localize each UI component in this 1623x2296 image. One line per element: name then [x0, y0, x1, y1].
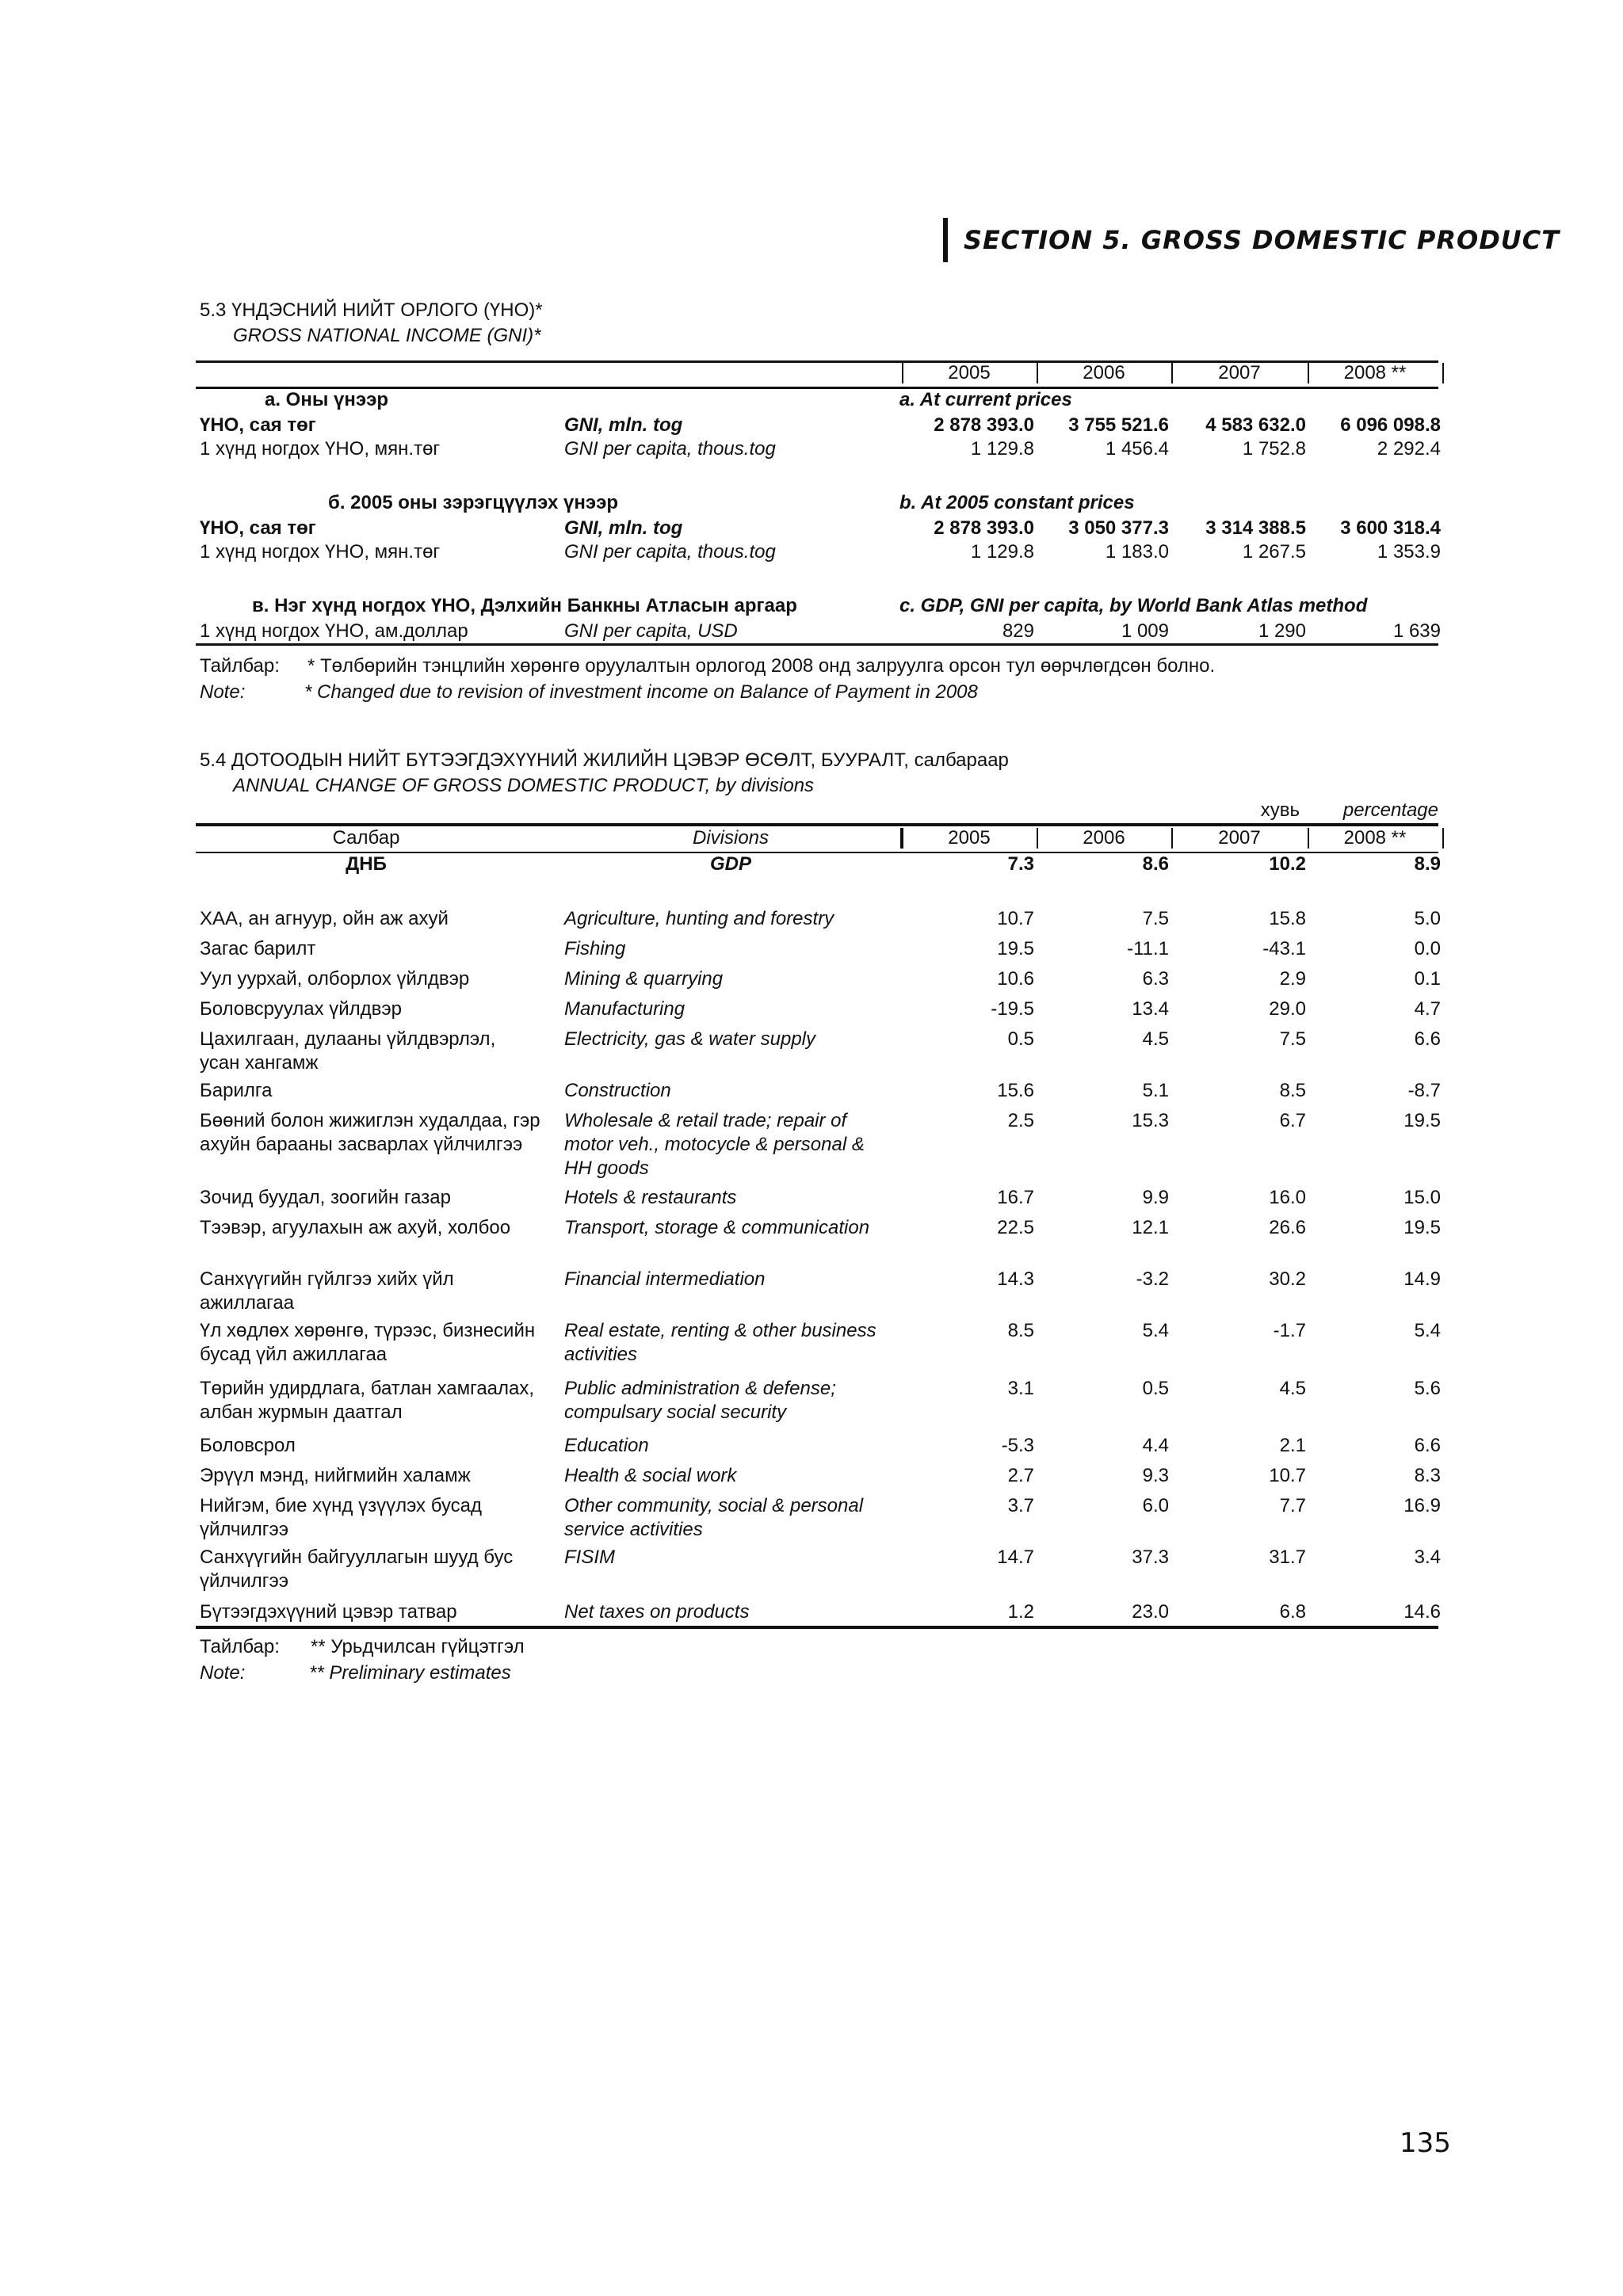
table54-row-label-en: Other community, social & personal service activities	[564, 1495, 864, 1540]
table53-row-value-0: 2 878 393.0	[934, 517, 1034, 539]
table53-row-label-mn: ҮНО, сая төг	[200, 517, 316, 539]
table54-row-label-en: Financial intermediation	[564, 1268, 766, 1290]
table53-year-divider-3	[1308, 363, 1309, 383]
table54-row-value-0: 2.7	[1007, 1465, 1034, 1486]
table54-row-label-mn: Тээвэр, агуулахын аж ахуй, холбоо	[200, 1217, 511, 1238]
table53-section_a-label-mn: а. Оны үнээр	[265, 389, 389, 410]
table53-row-value-3: 6 096 098.8	[1340, 414, 1441, 436]
table54-row-value-0: 0.5	[1007, 1028, 1034, 1050]
table54-row-value-0: 2.5	[1007, 1110, 1034, 1131]
table53-row-label-en: GNI per capita, thous.tog	[564, 541, 776, 563]
table54-row-value-0: 10.7	[997, 908, 1034, 929]
table54-row-value-3: 0.0	[1414, 938, 1441, 959]
table54-row-label-mn: Бүтээгдэхүүний цэвэр татвар	[200, 1601, 457, 1623]
table54-row-value-3: 5.0	[1414, 908, 1441, 929]
table54-row-value-1: 6.3	[1142, 968, 1169, 990]
table54-row-value-3: 15.0	[1403, 1187, 1441, 1208]
table54-year-divider-3	[1308, 828, 1309, 849]
table54-year-2: 2007	[1218, 827, 1261, 849]
table53-note-label-mn: Тайлбар:	[200, 655, 280, 677]
table53-row-label-mn: 1 хүнд ногдох ҮНО, мян.төг	[200, 541, 441, 563]
table54-row-value-0: -5.3	[1001, 1435, 1034, 1456]
table54-row-label-mn: Эрүүл мэнд, нийгмийн халамж	[200, 1465, 471, 1486]
table54-note-en: ** Preliminary estimates	[309, 1662, 511, 1684]
table53-row-value-1: 1 009	[1121, 620, 1169, 642]
table54-row-value-3: 5.4	[1414, 1320, 1441, 1341]
table53-row-value-2: 4 583 632.0	[1205, 414, 1306, 436]
table54-unit-en: percentage	[1342, 799, 1438, 821]
table54-gdp-value-1: 8.6	[1142, 853, 1169, 875]
table54-row-label-mn: Санхүүгийн байгууллагын шууд бус үйлчилгээ	[200, 1547, 514, 1592]
table53-row-value-2: 3 314 388.5	[1205, 517, 1306, 539]
table53-year-3: 2008 **	[1343, 362, 1407, 383]
table54-row-value-2: 10.7	[1269, 1465, 1306, 1486]
table54-row-value-3: -8.7	[1407, 1080, 1441, 1101]
table54-row-value-3: 6.6	[1414, 1435, 1441, 1456]
table54-row-value-2: 31.7	[1269, 1547, 1306, 1568]
table53-year-2: 2007	[1218, 362, 1261, 383]
table54-year-3: 2008 **	[1343, 827, 1407, 849]
table54-row-value-2: 2.1	[1279, 1435, 1306, 1456]
section-title: SECTION 5. GROSS DOMESTIC PRODUCT	[964, 225, 1560, 255]
table54-row-label-mn: Загас барилт	[200, 938, 316, 959]
table54-year-divider-end	[1442, 828, 1444, 849]
table54-row-value-1: 5.4	[1142, 1320, 1169, 1341]
table54-row-value-0: 3.1	[1007, 1378, 1034, 1399]
table54-title-mn: 5.4 ДОТООДЫН НИЙТ БҮТЭЭГДЭХҮҮНИЙ ЖИЛИЙН ЦЭВЭР ӨСӨЛТ, БУУРАЛТ, салбараар	[200, 749, 1009, 771]
table53-row-value-3: 1 353.9	[1377, 541, 1441, 563]
table54-row-value-1: 7.5	[1142, 908, 1169, 929]
table53-section_a-label-en: a. At current prices	[899, 389, 1072, 410]
table54-row-value-1: -3.2	[1136, 1268, 1169, 1290]
table54-row-value-0: 14.3	[997, 1268, 1034, 1290]
table53-section_c-label-mn: в. Нэг хүнд ногдох ҮНО, Дэлхийн Банкны Атласын аргаар	[252, 595, 797, 616]
table54-row-label-en: Fishing	[564, 938, 626, 959]
table54-row-value-2: 6.7	[1279, 1110, 1306, 1131]
table54-year-divider-1	[1037, 828, 1038, 849]
table53-row-value-0: 1 129.8	[970, 438, 1034, 460]
table54-row-label-en: Manufacturing	[564, 998, 685, 1020]
table54-col-header-mn: Салбар	[332, 827, 400, 849]
table54-row-label-mn: Уул уурхай, олборлох үйлдвэр	[200, 968, 470, 990]
table54-row-value-2: 16.0	[1269, 1187, 1306, 1208]
table54-row-value-0: 1.2	[1007, 1601, 1034, 1623]
table53-top-rule-left	[196, 360, 894, 363]
table53-year-1: 2006	[1083, 362, 1125, 383]
table53-row-label-mn: ҮНО, сая төг	[200, 414, 316, 436]
table54-row-value-0: 16.7	[997, 1187, 1034, 1208]
table53-row-value-1: 3 050 377.3	[1068, 517, 1169, 539]
table53-title-en: GROSS NATIONAL INCOME (GNI)*	[233, 325, 541, 346]
table54-title-en: ANNUAL CHANGE OF GROSS DOMESTIC PRODUCT, by divisions	[233, 775, 815, 796]
table54-gdp-value-3: 8.9	[1414, 853, 1441, 875]
table54-row-value-2: 15.8	[1269, 908, 1306, 929]
table54-row-label-mn: Нийгэм, бие хүнд үзүүлэх бусад үйлчилгээ	[200, 1495, 483, 1540]
table53-note-mn: * Төлбөрийн тэнцлийн хөрөнгө оруулалтын орлогод 2008 онд залруулга орсон тул өөрчлөгдсөн болно.	[307, 655, 1216, 677]
table54-row-value-1: 9.9	[1142, 1187, 1169, 1208]
table53-row-value-2: 1 290	[1258, 620, 1306, 642]
table54-row-value-1: 13.4	[1132, 998, 1169, 1020]
table54-row-value-2: 2.9	[1279, 968, 1306, 990]
table54-row-value-3: 14.9	[1403, 1268, 1441, 1290]
table53-row-value-0: 829	[1002, 620, 1034, 642]
table54-col-header-en: Divisions	[692, 827, 769, 849]
table53-row-label-mn: 1 хүнд ногдох ҮНО, мян.төг	[200, 438, 441, 460]
table54-row-label-mn: Бөөний болон жижиглэн худалдаа, гэр ахуйн барааны засварлах үйлчилгээ	[200, 1110, 540, 1155]
table53-year-divider-2	[1171, 363, 1173, 383]
table53-note-en: * Changed due to revision of investment income on Balance of Payment in 2008	[304, 681, 978, 703]
table54-row-value-1: 12.1	[1132, 1217, 1169, 1238]
table53-row-value-3: 3 600 318.4	[1340, 517, 1441, 539]
table54-row-label-en: Health & social work	[564, 1465, 737, 1486]
table54-row-label-mn: Боловсрол	[200, 1435, 296, 1456]
table54-bottom-rule	[196, 1626, 1438, 1629]
table54-row-label-mn: ХАА, ан агнуур, ойн аж ахуй	[200, 908, 449, 929]
table54-row-value-2: 29.0	[1269, 998, 1306, 1020]
table54-row-value-2: 7.5	[1279, 1028, 1306, 1050]
table53-row-value-0: 2 878 393.0	[934, 414, 1034, 436]
table53-bottom-rule	[196, 643, 1438, 646]
table54-row-value-3: 19.5	[1403, 1110, 1441, 1131]
table54-row-value-0: 19.5	[997, 938, 1034, 959]
table53-section_b-label-en: b. At 2005 constant prices	[899, 492, 1135, 513]
table54-row-value-3: 14.6	[1403, 1601, 1441, 1623]
table54-row-value-1: -11.1	[1127, 938, 1169, 959]
table53-row-label-mn: 1 хүнд ногдох ҮНО, ам.доллар	[200, 620, 468, 642]
table54-gdp-value-0: 7.3	[1007, 853, 1034, 875]
table54-row-label-mn: Боловсруулах үйлдвэр	[200, 998, 402, 1020]
table54-row-label-en: Education	[564, 1435, 649, 1456]
table54-row-label-en: Agriculture, hunting and forestry	[564, 908, 834, 929]
table54-row-value-0: 10.6	[997, 968, 1034, 990]
table53-row-value-3: 2 292.4	[1377, 438, 1441, 460]
table54-note-label-mn: Тайлбар:	[200, 1636, 280, 1657]
table54-note-label-en: Note:	[200, 1662, 246, 1684]
table54-gdp-label-en: GDP	[709, 853, 751, 875]
table54-gdp-value-2: 10.2	[1269, 853, 1306, 875]
table54-row-value-1: 4.5	[1142, 1028, 1169, 1050]
page-number: 135	[1400, 2127, 1451, 2159]
table54-row-value-0: 8.5	[1007, 1320, 1034, 1341]
table54-row-value-3: 3.4	[1414, 1547, 1441, 1568]
table54-row-value-3: 0.1	[1414, 968, 1441, 990]
table54-year-divider-0	[902, 828, 903, 849]
table53-year-divider-1	[1037, 363, 1038, 383]
table54-row-label-en: Wholesale & retail trade; repair of motor veh., motocycle & personal & HH goods	[564, 1110, 865, 1179]
table54-row-label-en: FISIM	[564, 1547, 615, 1568]
table54-row-value-1: 4.4	[1142, 1435, 1169, 1456]
table54-row-value-2: 26.6	[1269, 1217, 1306, 1238]
table53-row-value-1: 1 456.4	[1105, 438, 1169, 460]
table54-row-label-en: Electricity, gas & water supply	[564, 1028, 816, 1050]
table54-row-value-3: 19.5	[1403, 1217, 1441, 1238]
table54-row-value-2: 4.5	[1279, 1378, 1306, 1399]
table54-row-value-3: 5.6	[1414, 1378, 1441, 1399]
table54-row-label-mn: Санхүүгийн гүйлгээ хийх үйл ажиллагаа	[200, 1268, 454, 1314]
table53-row-label-en: GNI, mln. tog	[564, 414, 683, 436]
table53-row-value-2: 1 752.8	[1242, 438, 1306, 460]
table54-row-value-1: 5.1	[1142, 1080, 1169, 1101]
table54-row-label-mn: Зочид буудал, зоогийн газар	[200, 1187, 451, 1208]
table54-row-label-mn: Барилга	[200, 1080, 273, 1101]
table54-row-value-2: 6.8	[1279, 1601, 1306, 1623]
section-header	[943, 218, 1560, 262]
table54-row-value-2: -43.1	[1262, 938, 1306, 959]
table53-row-label-en: GNI, mln. tog	[564, 517, 683, 539]
table54-row-value-3: 4.7	[1414, 998, 1441, 1020]
table54-row-value-0: 3.7	[1007, 1495, 1034, 1516]
table54-row-value-1: 15.3	[1132, 1110, 1169, 1131]
table54-year-0: 2005	[948, 827, 991, 849]
table53-row-value-1: 1 183.0	[1105, 541, 1169, 563]
table53-section_b-label-mn: б. 2005 оны зэрэгцүүлэх үнээр	[328, 492, 618, 513]
table54-row-value-3: 8.3	[1414, 1465, 1441, 1486]
table54-gdp-label-mn: ДНБ	[346, 853, 387, 875]
table54-row-value-2: -1.7	[1273, 1320, 1306, 1341]
table54-row-label-en: Real estate, renting & other business activities	[564, 1320, 876, 1365]
table53-section_c-label-en: c. GDP, GNI per capita, by World Bank Atlas method	[899, 595, 1368, 616]
table54-row-value-2: 30.2	[1269, 1268, 1306, 1290]
table54-row-label-en: Mining & quarrying	[564, 968, 724, 990]
table53-title-mn: 5.3 ҮНДЭСНИЙ НИЙТ ОРЛОГО (ҮНО)*	[200, 299, 543, 321]
table54-unit-mn: хувь	[1260, 799, 1300, 821]
table54-year-1: 2006	[1083, 827, 1125, 849]
table54-row-value-0: -19.5	[991, 998, 1034, 1020]
table54-row-label-mn: Төрийн удирдлага, батлан хамгаалах, албан журмын даатгал	[200, 1378, 535, 1423]
table54-row-value-3: 16.9	[1403, 1495, 1441, 1516]
table54-row-value-2: 7.7	[1279, 1495, 1306, 1516]
table54-row-value-1: 9.3	[1142, 1465, 1169, 1486]
table54-note-mn: ** Урьдчилсан гүйцэтгэл	[311, 1636, 525, 1657]
table53-row-value-1: 3 755 521.6	[1068, 414, 1169, 436]
table54-row-label-en: Net taxes on products	[564, 1601, 750, 1623]
table53-note-label-en: Note:	[200, 681, 246, 703]
table53-year-divider-0	[902, 363, 903, 383]
table54-row-value-1: 0.5	[1142, 1378, 1169, 1399]
table53-row-value-2: 1 267.5	[1242, 541, 1306, 563]
table54-row-value-1: 6.0	[1142, 1495, 1169, 1516]
table54-row-label-en: Public administration & defense; compulsary social security	[564, 1378, 836, 1423]
table54-row-value-0: 22.5	[997, 1217, 1034, 1238]
table54-row-value-0: 14.7	[997, 1547, 1034, 1568]
table54-row-label-en: Transport, storage & communication	[564, 1217, 870, 1238]
table53-row-value-3: 1 639	[1392, 620, 1441, 642]
table54-row-value-1: 23.0	[1132, 1601, 1169, 1623]
table53-row-value-0: 1 129.8	[970, 541, 1034, 563]
table54-row-label-en: Hotels & restaurants	[564, 1187, 737, 1208]
table54-year-divider-2	[1171, 828, 1173, 849]
table53-row-label-en: GNI per capita, thous.tog	[564, 438, 776, 460]
table54-row-value-2: 8.5	[1279, 1080, 1306, 1101]
table54-row-value-3: 6.6	[1414, 1028, 1441, 1050]
table53-row-label-en: GNI per capita, USD	[564, 620, 738, 642]
table54-row-label-mn: Цахилгаан, дулааны үйлдвэрлэл, усан хангамж	[200, 1028, 496, 1074]
table54-row-value-1: 37.3	[1132, 1547, 1169, 1568]
table53-year-0: 2005	[948, 362, 991, 383]
table53-year-divider-end	[1442, 363, 1444, 383]
table54-row-value-0: 15.6	[997, 1080, 1034, 1101]
table54-row-label-en: Construction	[564, 1080, 671, 1101]
table54-row-label-mn: Үл хөдлөх хөрөнгө, түрээс, бизнесийн бусад үйл ажиллагаа	[200, 1320, 536, 1365]
